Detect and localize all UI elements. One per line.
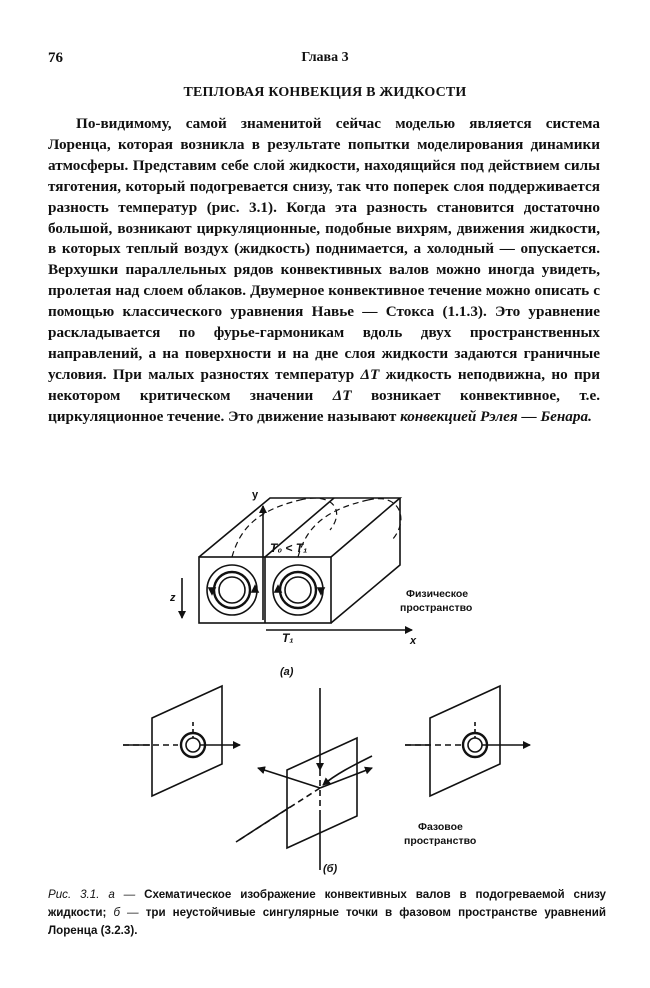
label-t1: T₁ [282,631,294,645]
delta-t-symbol: ΔT [332,386,352,404]
paragraph-text-end: возникает конвективное, т.е. циркуляционное течение. Это движение называют [48,386,600,425]
figure-caption [48,886,606,940]
paragraph-text-start: По-видимому, самой знаменитой сейчас моделью является система Лоренца, которая возникла в результате попытки моделирования динамики атмосферы. Представим себе слой жидкости, находящийся под действием силы тяготения, который подогревается снизу, так что поперек слоя поддерживается разность температур (рис. 3.1). Когда эта разность становится достаточно большой, возникают циркуляционные, подобные вихрям, движения жидкости, в которых теплый воздух (жидкость) поднимается, а холодный — опускается. Верхушки параллельных рядов конвективных валов можно иногда увидеть, пролетая над слоем облаков. Двумерное конвективное течение можно описать с помощью классического уравнения Навье — Стокса (1.1.3). Это уравнение раскладывается по фурье-гармоникам вдоль двух пространственных направлений, а на поверхности и на дне слоя жидкости задаются граничные условия. При малых разностях температур [48,115,600,383]
label-y: y [252,489,259,501]
section-title: ТЕПЛОВАЯ КОНВЕКЦИЯ В ЖИДКОСТИ [183,85,467,100]
paragraph-text-mid: жидкость неподвижна, но при некотором критическом значении [48,365,600,404]
caption-label-b: б — [113,906,139,919]
caption-text-a: Схематическое изображение конвективных валов в подогреваемой снизу жидкости; [48,888,606,919]
page-number: 76 [48,50,63,66]
label-x: x [410,635,417,647]
convection-box-diagram [182,498,412,630]
label-t0-t1: T₀ < T₁ [270,541,308,555]
label-a: (а) [280,666,294,678]
body-paragraph [48,114,600,428]
label-phase-space-2: пространство [404,835,477,847]
italic-term: конвекцией Рэлея — Бенара. [400,407,592,425]
origin-saddle-plane [287,738,357,848]
figure-3-1 [0,470,650,880]
caption-text-b: три неустойчивые сингулярные точки в фазовом пространстве уравнений Лоренца (3.2.3). [48,906,607,937]
label-physical-space-2: пространство [400,602,473,614]
label-physical-space-1: Физическое [406,588,469,600]
label-phase-space-1: Фазовое [418,821,463,833]
label-b: (б) [323,863,338,875]
right-saddle-plane [430,686,500,796]
caption-fig-label: Рис. 3.1. а — [48,888,136,901]
delta-t-symbol: ΔT [360,365,380,383]
figure-drawing [0,470,650,880]
running-head: Глава 3 [301,50,349,65]
label-z: z [170,592,176,604]
